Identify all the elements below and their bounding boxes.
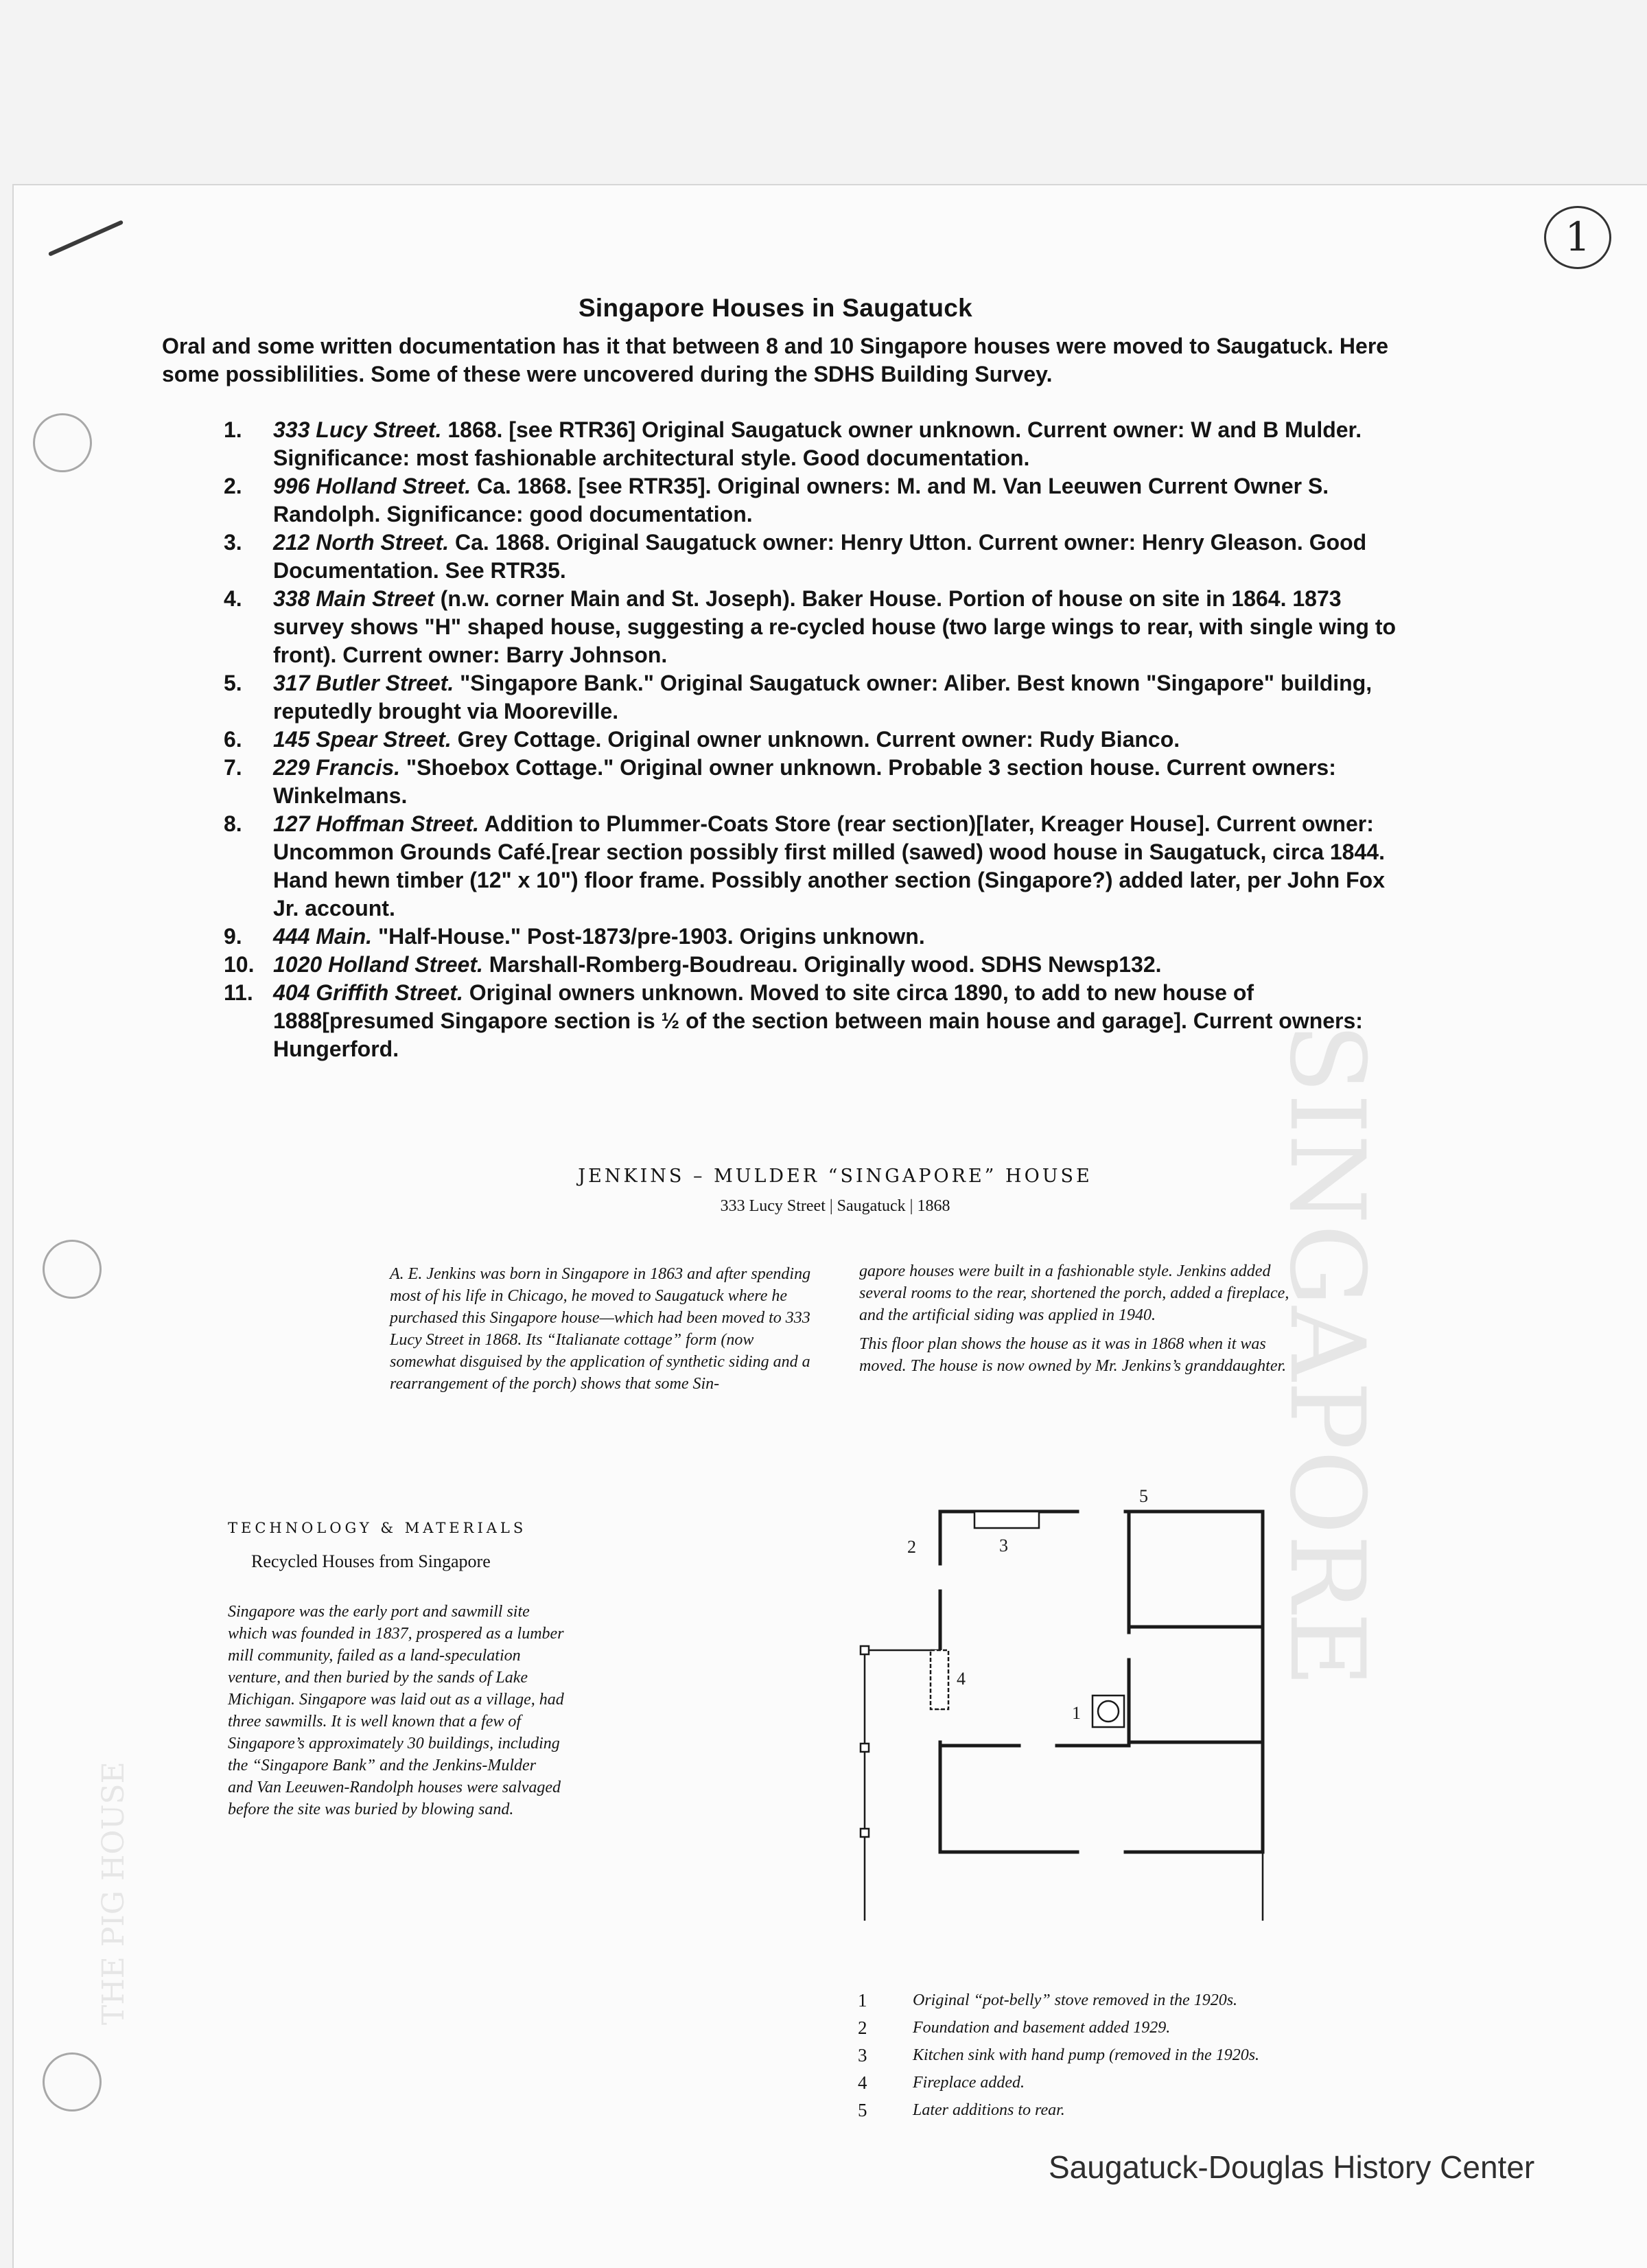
legend-item: 4 Fireplace added.	[858, 2072, 1025, 2093]
list-item: 8. 127 Hoffman Street. Addition to Plummer-Coats Store (rear section)[later, Kreager House]. Current owner: Uncommon Grounds Café.[rear section possibly first milled (sawed) wood house in Saugatuck, circa 1844. Hand hewn timber (12" x 10") floor frame. Possibly another section (Singapore?) added later, per John Fox Jr. account.	[224, 811, 1385, 921]
address: 229 Francis.	[273, 755, 400, 780]
list-item: 7. 229 Francis. "Shoebox Cottage." Original owner unknown. Probable 3 section house. Current owners: Winkelmans.	[224, 755, 1336, 808]
list-item: 9. 444 Main. "Half-House." Post-1873/pre-1903. Origins unknown.	[224, 924, 925, 949]
plan-label-3: 3	[999, 1536, 1008, 1555]
legend-item: 1 Original “pot-belly” stove removed in the 1920s.	[858, 1990, 1238, 2011]
binder-hole	[33, 413, 92, 472]
address: 404 Griffith Street.	[273, 980, 463, 1005]
list-item: 5. 317 Butler Street. "Singapore Bank." Original Saugatuck owner: Aliber. Best known "Singapore" building, reputedly brought via Mooreville.	[224, 671, 1372, 724]
jenkins-mulder-subtitle: 333 Lucy Street | Saugatuck | 1868	[720, 1197, 950, 1215]
technology-subheading: Recycled Houses from Singapore	[251, 1551, 491, 1571]
address: 333 Lucy Street.	[273, 417, 442, 442]
jenkins-column-1: A. E. Jenkins was born in Singapore in 1863 and after spending most of his life in Chicago, he moved to Saugatuck where he purchased this Singapore house—which had been moved to 333 Lucy Street in 1868. Its “Italianate cottage” form (now somewhat disguised by the application of synthetic siding and a rearrangement of the porch) shows that some Sin-	[390, 1265, 811, 1393]
porch-post	[861, 1744, 869, 1752]
address: 338 Main Street	[273, 586, 434, 611]
jenkins-mulder-heading: JENKINS – MULDER “SINGAPORE” HOUSE	[578, 1166, 1093, 1187]
technology-body: Singapore was the early port and sawmill site which was founded in 1837, prospered as a lumber mill community, failed as a land-speculation venture, and then buried by the sands of Lake Michigan. Singapore was laid out as a village, had three sawmills. It is well known that a few of Singapore’s approximately 30 buildings, including the “Singapore Bank” and the Jenkins-Mulder and Van Leeuwen-Randolph houses were salvaged before the site was buried by blowing sand.	[228, 1603, 564, 1818]
house-list	[224, 416, 1404, 1063]
address: 996 Holland Street.	[273, 474, 471, 498]
address: 212 North Street.	[273, 530, 449, 555]
intro-paragraph: Oral and some written documentation has it that between 8 and 10 Singapore houses were moved to Saugatuck. Here some possiblilities. Some of these were uncovered during the SDHS Building Survey.	[162, 334, 1389, 386]
page-title: Singapore Houses in Saugatuck	[578, 294, 973, 322]
stove-icon	[1098, 1701, 1119, 1722]
floor-plan-legend	[858, 1989, 1297, 2127]
porch-outline	[865, 1650, 940, 1921]
list-item: 4. 338 Main Street (n.w. corner Main and St. Joseph). Baker House. Portion of house on site in 1864. 1873 survey shows "H" shaped house, suggesting a re-cycled house (two large wings to rear, with single wing to front). Current owner: Barry Johnson.	[224, 586, 1397, 667]
watermark: Saugatuck-Douglas History Center	[1049, 2149, 1535, 2185]
list-item: 10. 1020 Holland Street. Marshall-Romberg-Boudreau. Originally wood. SDHS Newsp132.	[224, 952, 1162, 977]
bleed-through-text: THE PIG HOUSE	[96, 1761, 131, 2025]
address: 444 Main.	[273, 924, 373, 949]
jenkins-column-2	[859, 1260, 1298, 1384]
list-item: 6. 145 Spear Street. Grey Cottage. Original owner unknown. Current owner: Rudy Bianco.	[224, 727, 1180, 752]
address: 145 Spear Street.	[273, 727, 452, 752]
address: 127 Hoffman Street.	[273, 811, 479, 836]
floor-plan	[851, 1488, 1290, 1921]
list-item: 2. 996 Holland Street. Ca. 1868. [see RTR35]. Original owners: M. and M. Van Leeuwen Current Owner S. Randolph. Significance: good documentation.	[224, 474, 1329, 526]
plan-label-5: 5	[1139, 1488, 1148, 1506]
legend-item: 5 Later additions to rear.	[858, 2100, 1065, 2120]
binder-hole	[43, 2052, 102, 2111]
list-item: 11. 404 Griffith Street. Original owners unknown. Moved to site circa 1890, to add to new house of 1888[presumed Singapore section is ½ of the section between main house and garage]. Current owners: Hungerford.	[224, 980, 1363, 1061]
kitchen-sink	[974, 1512, 1039, 1528]
address: 317 Butler Street.	[273, 671, 454, 695]
address: 1020 Holland Street.	[273, 952, 483, 977]
list-item: 1. 333 Lucy Street. 1868. [see RTR36] Original Saugatuck owner unknown. Current owner: W and B Mulder. Significance: most fashionable architectural style. Good documentation.	[224, 417, 1362, 470]
porch-post	[861, 1829, 869, 1837]
jenkins-paragraph: gapore houses were built in a fashionable style. Jenkins added several rooms to the rear, shortened the porch, added a fireplace, and the artificial siding was applied in 1940.	[859, 1262, 1289, 1324]
legend-item: 3 Kitchen sink with hand pump (removed in the 1920s.	[858, 2045, 1260, 2066]
jenkins-paragraph: This floor plan shows the house as it was in 1868 when it was moved. The house is now owned by Mr. Jenkins’s granddaughter.	[859, 1335, 1287, 1375]
porch-post	[861, 1646, 869, 1654]
plan-label-4: 4	[957, 1669, 966, 1689]
porch-outline	[865, 1852, 1263, 1921]
technology-heading: TECHNOLOGY & MATERIALS	[228, 1520, 527, 1536]
plan-label-1: 1	[1072, 1703, 1081, 1723]
legend-item: 2 Foundation and basement added 1929.	[858, 2017, 1171, 2038]
page-number: 1	[1544, 206, 1611, 269]
binder-hole	[43, 1240, 102, 1299]
bleed-through-text: SINGAPORE	[1267, 1023, 1386, 1687]
plan-label-2: 2	[907, 1537, 916, 1557]
list-item: 3. 212 North Street. Ca. 1868. Original Saugatuck owner: Henry Utton. Current owner: Henry Gleason. Good Documentation. See RTR35.	[224, 530, 1367, 583]
fireplace	[931, 1650, 948, 1709]
